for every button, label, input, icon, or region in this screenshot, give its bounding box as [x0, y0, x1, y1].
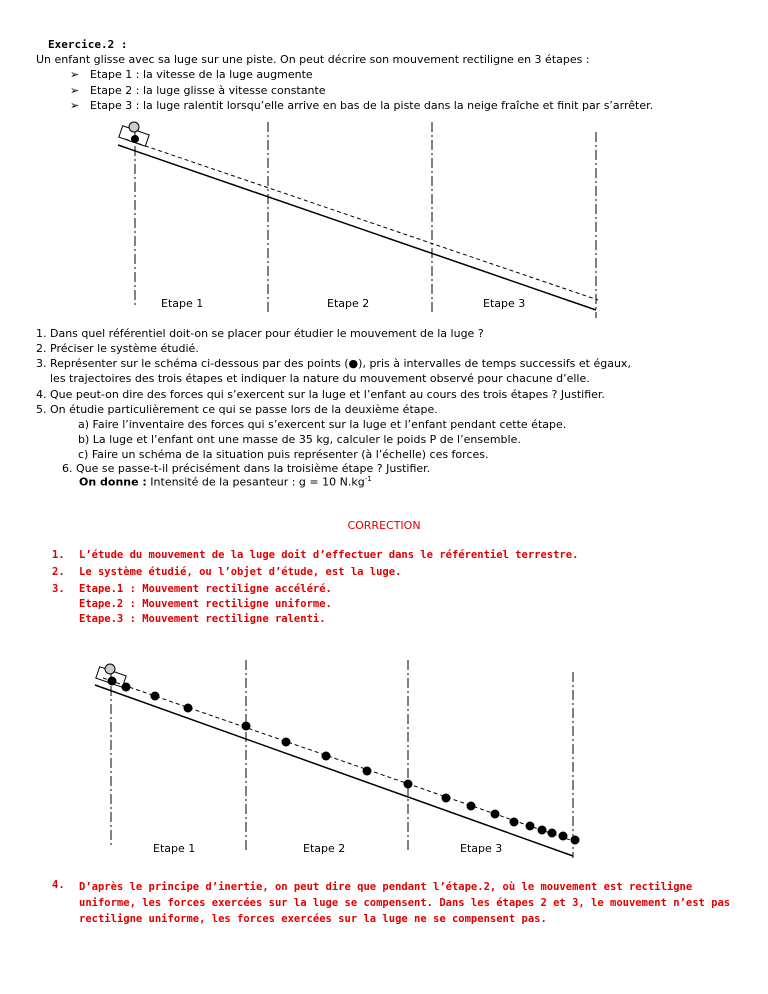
trajectory-point — [571, 836, 580, 845]
trajectory-point — [242, 722, 251, 731]
trajectory-points — [108, 677, 580, 845]
trajectory-point — [510, 818, 519, 827]
trajectory-point — [526, 822, 535, 831]
child-head-shape — [105, 664, 115, 674]
trajectory-point — [467, 802, 476, 811]
exercise-title: Exercice.2 : — [48, 38, 128, 51]
trajectory-point — [491, 810, 500, 819]
answer-3-stage-2: Etape.2 : Mouvement rectiligne uniforme. — [79, 598, 332, 610]
exercise-intro: Un enfant glisse avec sa luge sur une piste. On peut décrire son mouvement rectiligne en 3 étapes : — [36, 53, 590, 66]
trajectory-point — [122, 683, 131, 692]
answer-3-stage-3: Etape.3 : Mouvement rectiligne ralenti. — [79, 613, 326, 625]
stage-label-1: Etape 1 — [153, 842, 196, 855]
trajectory-point — [442, 794, 451, 803]
correction-title: CORRECTION — [347, 519, 421, 532]
trajectory-point — [151, 692, 160, 701]
stage-label-3: Etape 3 — [460, 842, 503, 855]
trajectory-point — [548, 829, 557, 838]
question-4: 4. Que peut-on dire des forces qui s’exercent sur la luge et l’enfant au cours des trois étapes ? Justifier. — [36, 388, 605, 401]
arrow-bullet-icon: ➢ — [70, 84, 80, 97]
trajectory-point — [184, 704, 193, 713]
trajectory-point — [404, 780, 413, 789]
stage-label-3: Etape 3 — [483, 297, 526, 310]
answer-1-number: 1. — [52, 549, 65, 561]
stage-label-1: Etape 1 — [161, 297, 204, 310]
question-3: 3. Représenter sur le schéma ci-dessous par des points (●), pris à intervalles de temps successifs et égaux, — [36, 357, 631, 370]
question-2: 2. Préciser le système étudié. — [36, 342, 199, 355]
arrow-bullet-icon: ➢ — [70, 68, 80, 81]
question-1: 1. Dans quel référentiel doit-on se placer pour étudier le mouvement de la luge ? — [36, 327, 484, 340]
step-bullet-2: ➢ Etape 2 : la luge glisse à vitesse constante — [70, 84, 326, 97]
answer-3-stage-1: Etape.1 : Mouvement rectiligne accéléré. — [79, 583, 332, 595]
trajectory-point — [538, 826, 547, 835]
trajectory-point — [108, 677, 117, 686]
question-3-continued: les trajectoires des trois étapes et indiquer la nature du mouvement observé pour chacune d’elle. — [50, 372, 590, 385]
answer-1: L’étude du mouvement de la luge doit d’effectuer dans le référentiel terrestre. — [79, 549, 579, 561]
filled-dot-icon: ● — [348, 357, 359, 370]
slope-line — [95, 685, 573, 856]
step-bullet-1: ➢ Etape 1 : la vitesse de la luge augmente — [70, 68, 313, 81]
trajectory-dashed-line — [103, 678, 576, 842]
question-6: 6. Que se passe-t-il précisément dans la troisième étape ? Justifier. — [62, 462, 431, 475]
trajectory-point — [322, 752, 331, 761]
stage-label-2: Etape 2 — [303, 842, 346, 855]
answer-4: D’après le principe d’inertie, on peut dire que pendant l’étape.2, où le mouvement est rectiligne uniforme, les forces exercées sur la luge se compensent. Dans les étapes 2 et 3, le mouvement n’est pas rectiligne uniforme, les forces exercées sur la luge ne se compensent pas. — [79, 881, 731, 925]
answer-2: Le système étudié, ou l’objet d’étude, est la luge. — [79, 566, 402, 578]
given-data: On donne : Intensité de la pesanteur : g = 10 $N.kg^{-1}$ — [79, 475, 372, 489]
trajectory-point — [559, 832, 568, 841]
stage-label-2: Etape 2 — [327, 297, 370, 310]
answer-3-number: 3. — [52, 583, 65, 595]
question-5c: c) Faire un schéma de la situation puis représenter (à l’échelle) ces forces. — [78, 448, 489, 461]
step-bullet-3: ➢ Etape 3 : la luge ralentit lorsqu’elle arrive en bas de la piste dans la neige fraîche et finit par s’arrêter. — [70, 99, 654, 112]
question-5a: a) Faire l’inventaire des forces qui s’exercent sur la luge et l’enfant pendant cette étape. — [78, 418, 567, 431]
answer-4-number: 4. — [52, 879, 65, 891]
arrow-bullet-icon: ➢ — [70, 99, 80, 112]
trajectory-point — [282, 738, 291, 747]
question-5b: b) La luge et l’enfant ont une masse de 35 kg, calculer le poids P de l’ensemble. — [78, 433, 521, 446]
question-5: 5. On étudie particulièrement ce qui se passe lors de la deuxième étape. — [36, 403, 438, 416]
answer-2-number: 2. — [52, 566, 65, 578]
trajectory-point — [363, 767, 372, 776]
